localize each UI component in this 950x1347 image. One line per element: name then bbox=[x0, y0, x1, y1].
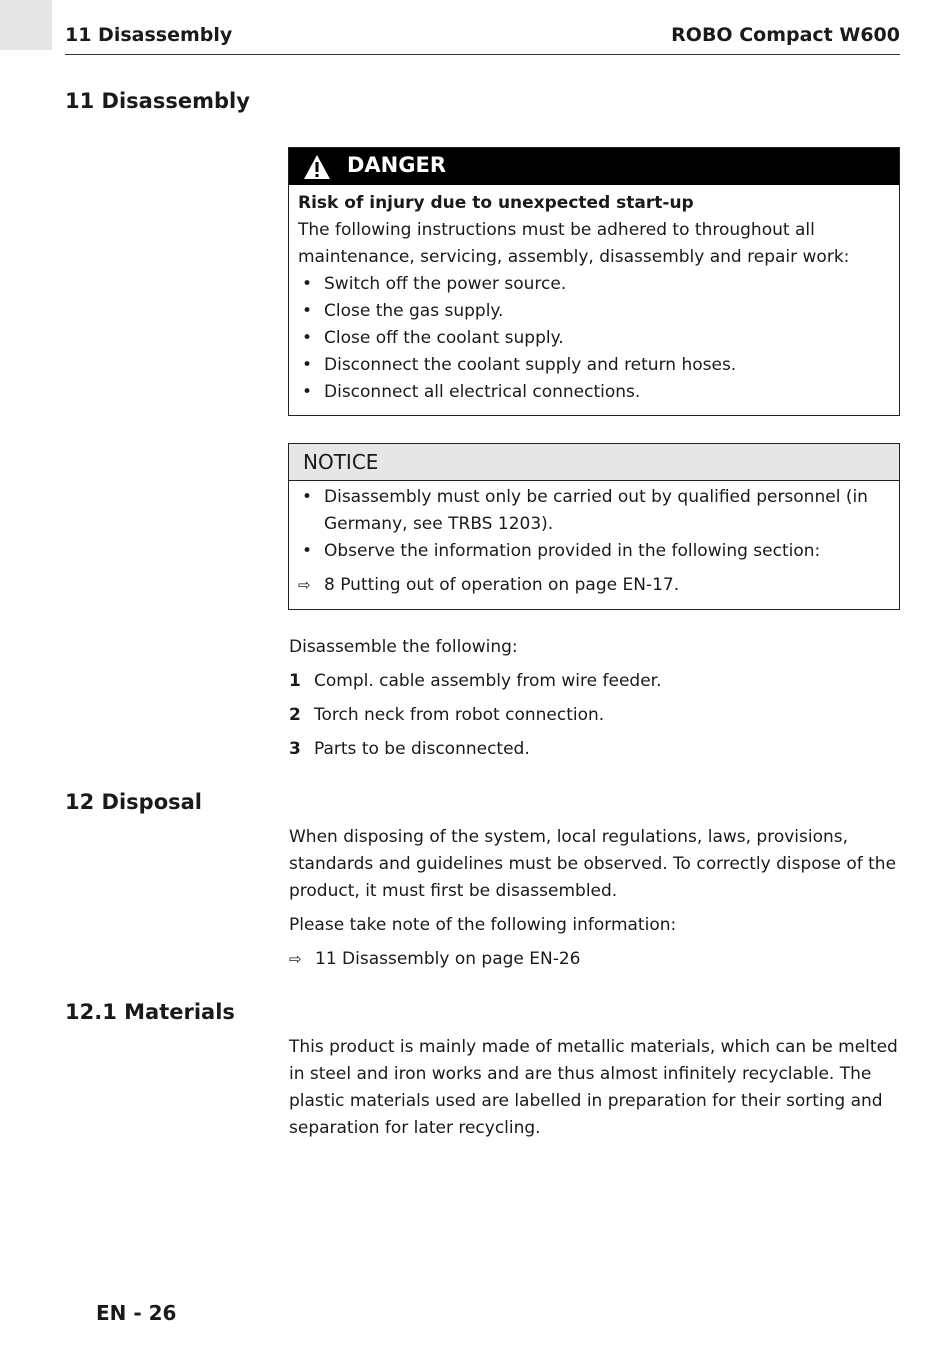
list-item: • Switch off the power source. bbox=[298, 271, 890, 298]
notice-list bbox=[298, 484, 890, 565]
notice-box bbox=[288, 443, 900, 610]
step-item bbox=[289, 736, 901, 763]
list-item: • Disconnect all electrical connections. bbox=[298, 379, 890, 406]
step-number: 2 bbox=[289, 705, 301, 725]
disposal-block bbox=[289, 824, 901, 973]
danger-header bbox=[289, 148, 899, 185]
header-product: ROBO Compact W600 bbox=[671, 24, 900, 46]
danger-label: DANGER bbox=[347, 153, 447, 177]
list-item: • Observe the information provided in the following section: bbox=[298, 538, 890, 565]
header-chapter: 11 Disassembly bbox=[65, 24, 233, 46]
section-heading-disposal: 12 Disposal bbox=[65, 790, 202, 814]
disposal-paragraph: When disposing of the system, local regulations, laws, provisions, standards and guidelines must be observed. To correctly dispose of the product, it must first be disassembled. bbox=[289, 827, 897, 901]
danger-box bbox=[288, 147, 900, 416]
section-heading-disassembly: 11 Disassembly bbox=[65, 89, 250, 113]
list-item: • Disconnect the coolant supply and return hoses. bbox=[298, 352, 890, 379]
list-item: • Close off the coolant supply. bbox=[298, 325, 890, 352]
notice-body bbox=[289, 481, 899, 599]
step-text: Torch neck from robot connection. bbox=[314, 705, 605, 725]
warning-triangle-icon bbox=[303, 154, 331, 180]
step-item bbox=[289, 668, 901, 695]
corner-tab bbox=[0, 0, 52, 50]
step-number: 1 bbox=[289, 671, 301, 691]
steps-list bbox=[289, 668, 901, 763]
danger-subtitle: Risk of injury due to unexpected start-up bbox=[298, 193, 694, 213]
danger-body bbox=[289, 185, 899, 406]
xref-text: 8 Putting out of operation on page EN-17. bbox=[324, 575, 680, 595]
disassembly-steps-block bbox=[289, 634, 901, 770]
running-header bbox=[65, 24, 900, 55]
step-text: Parts to be disconnected. bbox=[314, 739, 530, 759]
step-text: Compl. cable assembly from wire feeder. bbox=[314, 671, 662, 691]
step-number: 3 bbox=[289, 739, 301, 759]
list-item: • Close the gas supply. bbox=[298, 298, 890, 325]
arrow-right-icon: ⇨ bbox=[289, 950, 302, 968]
step-item bbox=[289, 702, 901, 729]
materials-block bbox=[289, 1034, 901, 1142]
danger-intro: The following instructions must be adhered to throughout all maintenance, servicing, assembly, disassembly and repair work: bbox=[298, 220, 850, 267]
notice-label: NOTICE bbox=[303, 450, 379, 474]
disposal-xref-link[interactable] bbox=[289, 946, 901, 973]
xref-text: 11 Disassembly on page EN-26 bbox=[315, 949, 581, 969]
materials-paragraph: This product is mainly made of metallic materials, which can be melted in steel and iron works and are thus almost infinitely recyclable. The plastic materials used are labelled in preparation for their sorting and separation for later recycling. bbox=[289, 1037, 898, 1138]
section-heading-materials: 12.1 Materials bbox=[65, 1000, 235, 1024]
disposal-note: Please take note of the following information: bbox=[289, 915, 677, 935]
page-number: EN - 26 bbox=[96, 1301, 177, 1325]
notice-header bbox=[289, 444, 899, 481]
arrow-right-icon: ⇨ bbox=[298, 576, 311, 594]
list-item: • Disassembly must only be carried out by qualified personnel (in Germany, see TRBS 1203). bbox=[298, 484, 890, 538]
danger-list bbox=[298, 271, 890, 406]
notice-xref-link[interactable] bbox=[298, 572, 890, 599]
steps-lead: Disassemble the following: bbox=[289, 637, 518, 657]
